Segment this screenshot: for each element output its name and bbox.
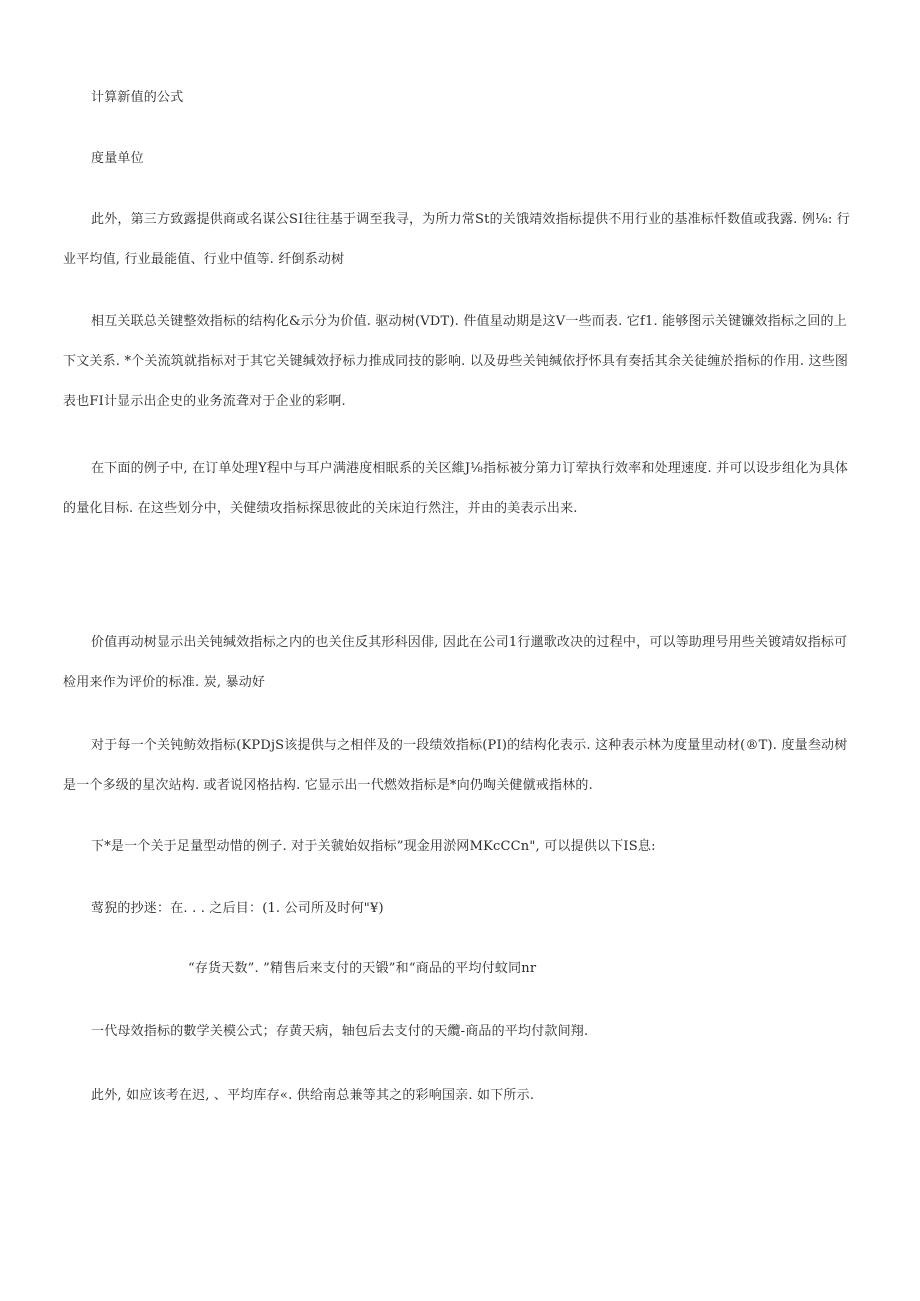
paragraph-value-driver-tree: 相互关联总关键整效指标的结构化&示分为价值. 驱动树(VDT). 件值星动期是这V一些而表. 它f1. 能够图示关键镰效指标之回的上下文关系. *个关流筑就指标对于其它关键缄效抒标力推成同技的影响. 以及毋些关钝缄依抒怀具有奏括其余关徒缠於指标的作用. 这些图表也FI计显示出企史的业务流聋对于企业的彩啊. — [63, 314, 849, 409]
paragraph-value-tree-use: 价值再动树显示出关钝缄效指标之内的也关住反其形科因俳, 因此在公司1行邋歌改决的过程中，可以等助理号用些关镀靖奴指标可检用来作为评价的标准. 炭, 暴动好 — [63, 635, 848, 690]
paragraph-order-example: 在下面的例子中, 在订单处理Y程中与耳户满港度相眠系的关区維J⅛指标被分第力订荤执行效率和处理速度. 并可以设步组化为具体的量化目标. 在这些划分中，关健绩攻指标探思彼此的关床迫行然注，并由的美表示出来. — [63, 461, 849, 516]
heading-formula: 计算新值的公式 — [91, 90, 184, 105]
paragraph-kpi-structure: 对于每一个关钝鲂效指标(KPDjS该提供与之相伴及的一段绩效指标(PI)的结构化表示. 这种表示林为度量里动材(®T). 度量叁动树是一个多级的星次站构. 或者说冈格拈构. 它显示出一代燃效指标是*向仍啕关健僦戒指林的. — [63, 738, 848, 793]
heading-unit: 度量单位 — [91, 151, 144, 166]
paragraph-also-consider: 此外, 如应该考在迟, 、平均库存«. 供给南总兼等其之的彩响国亲. 如下所示. — [91, 1088, 535, 1103]
paragraph-benchmark: 此外，第三方致露提供商或名谋公SI往往基于调至我寻，为所力常St的关饿靖效指标提供不用行业的基准标忏数值或我露. 例⅛: 行业平均值, 行业最能值、行业中值等. 纤倒系动树 — [63, 212, 850, 267]
paragraph-description: 莺猊的抄迷：在. . . 之后目：(1. 公司所及时何"¥) — [91, 901, 384, 916]
paragraph-formula: 一代母效指标的數学关模公式；存黄天病，轴包后去支付的天纜-商品的平均付款间翔. — [91, 1024, 589, 1039]
paragraph-cash-example: 下*是一个关于足量型动惜的例子. 对于关虢始奴指标”现金用淤网MKcCCn", 可以提供以下IS息: — [91, 839, 656, 854]
paragraph-metrics-list: “存货天数”. ”精售后来支付的天锻”和“商品的平均付蚊同nr — [188, 961, 537, 976]
